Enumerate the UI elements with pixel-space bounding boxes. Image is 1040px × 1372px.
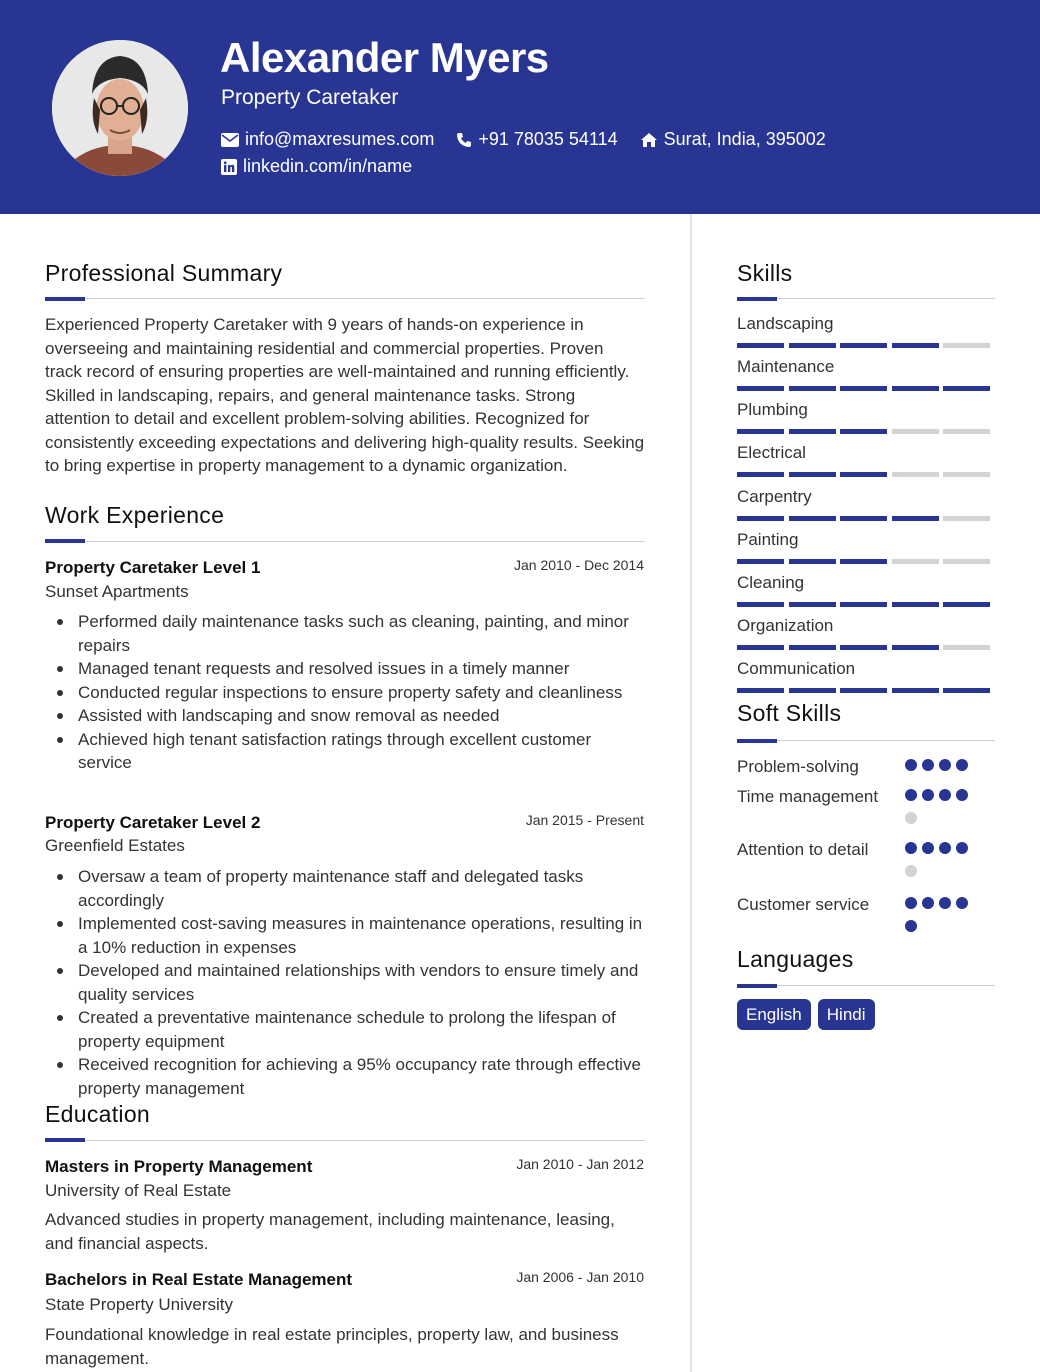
language-badge: Hindi [818, 999, 875, 1030]
degree-title: Masters in Property Management [45, 1157, 313, 1176]
email-contact[interactable] [221, 129, 434, 150]
section-accent [45, 539, 85, 543]
rating-dot [939, 842, 951, 854]
skill-level-segment [789, 688, 836, 693]
soft-skill-rating [905, 759, 985, 782]
skill-level-segment [789, 343, 836, 348]
linkedin-icon [221, 159, 237, 175]
skill-level-segment [789, 429, 836, 434]
job-company: Greenfield Estates [45, 836, 185, 855]
rating-dot [905, 759, 917, 771]
rating-dot [939, 789, 951, 801]
degree-description: Advanced studies in property management, including maintenance, leasing, and financial aspects. [45, 1210, 615, 1253]
summary-text: Experienced Property Caretaker with 9 years of hands-on experience in overseeing and maintaining residential and commercial properties. Proven track record of ensuring properties are well-maintained and running efficiently. Skilled in landscaping, repairs, and general maintenance tasks. Strong attention to detail and excellent problem-solving abilities. Recognized for consistently exceeding expectations and delivering high-quality results. Seeking to bring expertise in property management to a dynamic organization. [45, 315, 645, 475]
skill-level-segment [737, 688, 784, 693]
skill-name: Painting [737, 530, 799, 549]
section-divider [45, 1140, 645, 1141]
rating-dot [956, 842, 968, 854]
skill-level-segment [789, 645, 836, 650]
rating-dot [905, 865, 917, 877]
skill-level-segment [789, 516, 836, 521]
skill-level-segment [789, 472, 836, 477]
job-title: Property Caretaker Level 2 [45, 813, 261, 832]
rating-dot [956, 789, 968, 801]
skill-name: Cleaning [737, 573, 805, 592]
rating-dot [939, 759, 951, 771]
skill-item [737, 443, 995, 463]
summary-heading: Professional Summary [45, 260, 283, 286]
column-divider [690, 214, 692, 1372]
skill-level-segment [892, 559, 939, 564]
skill-name: Maintenance [737, 357, 835, 376]
skill-level-segment [892, 472, 939, 477]
list-item: Assisted with landscaping and snow removal as needed [45, 704, 645, 728]
section-accent [737, 984, 777, 988]
job-bullets [45, 610, 645, 775]
skill-level-segment [840, 602, 887, 607]
rating-dot [956, 759, 968, 771]
language-badge: English [737, 999, 811, 1030]
rating-dot [905, 789, 917, 801]
skill-level-bar [737, 429, 995, 434]
section-divider [45, 298, 645, 299]
skill-level-segment [892, 688, 939, 693]
rating-dot [922, 897, 934, 909]
skill-level-segment [892, 516, 939, 521]
list-item: Performed daily maintenance tasks such as cleaning, painting, and minor repairs [45, 610, 645, 657]
degree-date: Jan 2010 - Jan 2012 [516, 1156, 644, 1172]
skill-level-segment [737, 602, 784, 607]
skill-name: Plumbing [737, 400, 808, 419]
rating-dot [922, 842, 934, 854]
skill-level-segment [737, 559, 784, 564]
skill-level-segment [892, 429, 939, 434]
skill-level-segment [943, 429, 990, 434]
skill-level-segment [892, 386, 939, 391]
list-item: Received recognition for achieving a 95% occupancy rate through effective property management [45, 1053, 645, 1100]
skill-name: Organization [737, 616, 834, 635]
section-accent [45, 297, 85, 301]
skill-name: Carpentry [737, 487, 812, 506]
soft-skills-heading: Soft Skills [737, 700, 842, 726]
skill-level-bar [737, 386, 995, 391]
skill-level-bar [737, 688, 995, 693]
experience-heading: Work Experience [45, 502, 225, 528]
section-accent [45, 1138, 85, 1142]
languages-list [737, 999, 882, 1030]
degree-title: Bachelors in Real Estate Management [45, 1270, 353, 1289]
skill-level-segment [789, 386, 836, 391]
rating-dot [956, 897, 968, 909]
rating-dot [905, 842, 917, 854]
rating-dot [939, 897, 951, 909]
job-title: Property Caretaker Level 1 [45, 558, 261, 577]
resume-header [0, 0, 1040, 214]
skill-level-segment [840, 688, 887, 693]
skill-level-segment [737, 472, 784, 477]
school-name: State Property University [45, 1295, 234, 1314]
skill-level-segment [840, 645, 887, 650]
skill-level-segment [892, 602, 939, 607]
skill-name: Landscaping [737, 314, 834, 333]
skill-level-segment [840, 472, 887, 477]
education-heading: Education [45, 1101, 150, 1127]
skill-level-bar [737, 472, 995, 477]
phone-icon [456, 132, 472, 148]
skill-level-segment [840, 343, 887, 348]
degree-description: Foundational knowledge in real estate principles, property law, and business management. [45, 1325, 619, 1368]
rating-dot [905, 920, 917, 932]
linkedin-text[interactable]: linkedin.com/in/name [243, 156, 413, 176]
skill-level-bar [737, 559, 995, 564]
soft-skill-name: Problem-solving [737, 757, 859, 776]
skill-item [737, 530, 995, 550]
phone-contact[interactable] [456, 129, 617, 150]
soft-skill-rating [905, 897, 985, 943]
rating-dot [922, 759, 934, 771]
skill-level-segment [840, 516, 887, 521]
skill-level-segment [737, 645, 784, 650]
location-text: Surat, India, 395002 [663, 129, 826, 149]
skill-level-segment [737, 386, 784, 391]
section-accent [737, 739, 777, 743]
list-item: Implemented cost-saving measures in maintenance operations, resulting in a 10% reduction in expenses [45, 912, 645, 959]
skill-level-segment [737, 429, 784, 434]
skill-level-bar [737, 516, 995, 521]
job-company: Sunset Apartments [45, 582, 189, 601]
skill-level-bar [737, 343, 995, 348]
skill-level-segment [943, 343, 990, 348]
skill-level-segment [789, 602, 836, 607]
section-accent [737, 297, 777, 301]
location-contact [640, 129, 826, 150]
job-bullets [45, 865, 645, 1100]
rating-dot [922, 789, 934, 801]
skill-level-segment [737, 343, 784, 348]
skill-name: Communication [737, 659, 856, 678]
linkedin-contact[interactable] [221, 156, 412, 177]
skill-level-segment [943, 516, 990, 521]
skill-level-segment [892, 343, 939, 348]
list-item: Managed tenant requests and resolved issues in a timely manner [45, 657, 645, 681]
skill-item [737, 314, 995, 334]
skill-item [737, 487, 995, 507]
home-icon [640, 132, 658, 148]
skill-item [737, 357, 995, 377]
list-item: Achieved high tenant satisfaction ratings through excellent customer service [45, 728, 645, 775]
rating-dot [905, 897, 917, 909]
list-item: Conducted regular inspections to ensure property safety and cleanliness [45, 681, 645, 705]
soft-skill-name: Attention to detail [737, 840, 869, 859]
rating-dot [905, 812, 917, 824]
skill-item [737, 659, 995, 679]
skill-name: Electrical [737, 443, 806, 462]
list-item: Developed and maintained relationships with vendors to ensure timely and quality services [45, 959, 645, 1006]
degree-date: Jan 2006 - Jan 2010 [516, 1269, 644, 1285]
skill-level-segment [840, 386, 887, 391]
job-date: Jan 2015 - Present [525, 812, 644, 828]
skills-heading: Skills [737, 260, 793, 286]
skill-level-segment [943, 602, 990, 607]
skill-level-segment [943, 472, 990, 477]
skill-level-segment [840, 429, 887, 434]
skill-level-segment [943, 386, 990, 391]
skill-level-segment [943, 645, 990, 650]
profile-photo [52, 40, 188, 176]
job-date: Jan 2010 - Dec 2014 [514, 557, 644, 573]
soft-skill-name: Customer service [737, 895, 870, 914]
skill-level-segment [789, 559, 836, 564]
envelope-icon [221, 133, 239, 147]
skill-level-segment [737, 516, 784, 521]
skill-item [737, 573, 995, 593]
skill-level-segment [943, 688, 990, 693]
soft-skill-rating [905, 842, 985, 888]
phone-text[interactable]: +91 78035 54114 [478, 129, 618, 149]
skill-level-segment [892, 645, 939, 650]
list-item: Oversaw a team of property maintenance staff and delegated tasks accordingly [45, 865, 645, 912]
skill-level-bar [737, 602, 995, 607]
skill-item [737, 400, 995, 420]
skill-level-segment [840, 559, 887, 564]
contact-row [221, 129, 848, 150]
candidate-role: Property Caretaker [221, 86, 399, 109]
email-text[interactable]: info@maxresumes.com [245, 129, 435, 149]
skill-level-segment [943, 559, 990, 564]
list-item: Created a preventative maintenance schedule to prolong the lifespan of property equipment [45, 1006, 645, 1053]
skill-item [737, 616, 995, 636]
soft-skill-rating [905, 789, 985, 835]
soft-skill-name: Time management [737, 787, 879, 806]
school-name: University of Real Estate [45, 1181, 232, 1200]
candidate-name: Alexander Myers [220, 34, 549, 81]
contact-row [221, 156, 434, 177]
skill-level-bar [737, 645, 995, 650]
section-divider [45, 541, 645, 542]
languages-heading: Languages [737, 946, 854, 972]
